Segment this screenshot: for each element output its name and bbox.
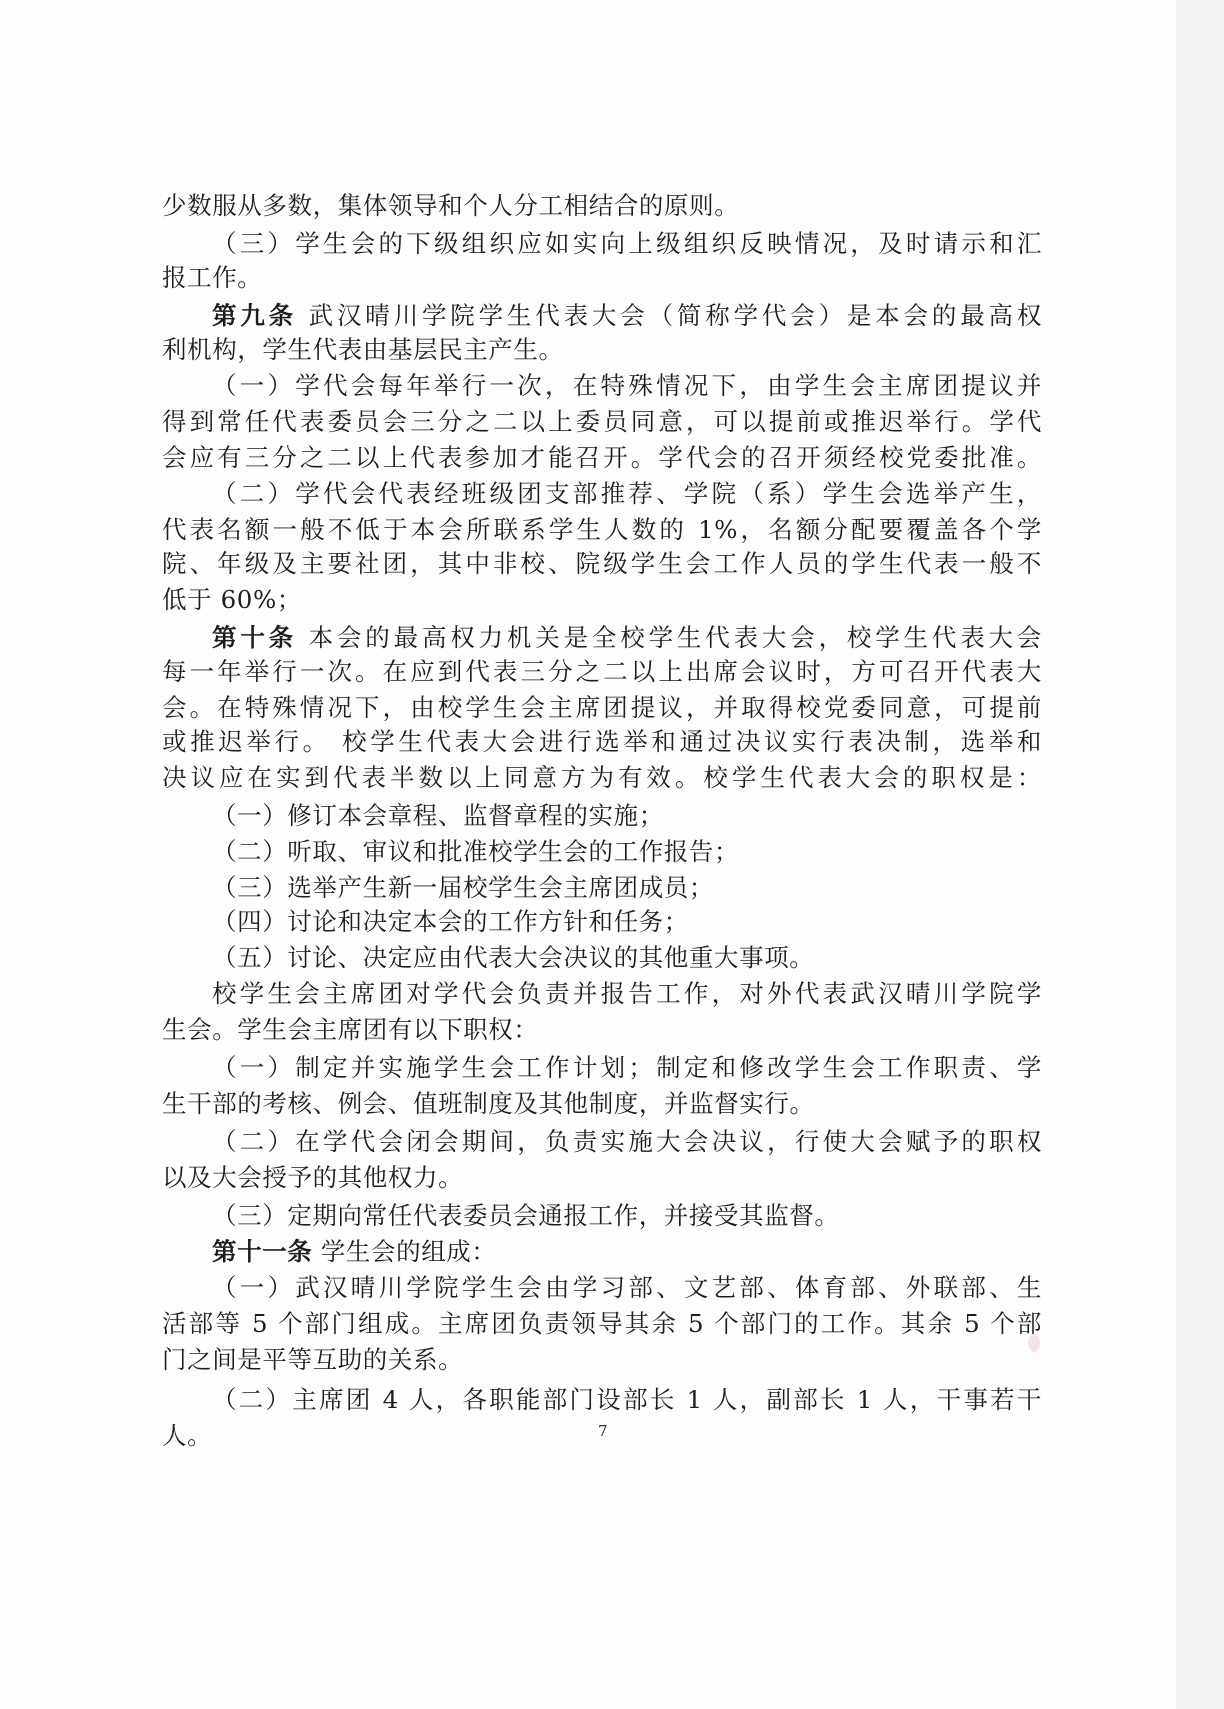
- line-text: 或推迟举行。 校学生代表大会进行选举和通过决议实行表决制，选举和: [162, 727, 1042, 756]
- text-line: [162, 260, 1042, 296]
- page-number: 7: [598, 1422, 608, 1440]
- line-text: 代表名额一般不低于本会所联系学生人数的 1%，名额分配要覆盖各个学: [162, 515, 1042, 544]
- line-text: （二）主席团 4 人，各职能部门设部长 1 人，副部长 1 人，干事若干: [212, 1385, 1042, 1414]
- text-line: [212, 870, 1042, 906]
- text-line: [162, 188, 1042, 224]
- text-line: [212, 940, 1042, 976]
- line-text: （二）在学代会闭会期间，负责实施大会决议，行使大会赋予的职权: [212, 1127, 1042, 1156]
- line-text: 生会。学生会主席团有以下职权：: [162, 1015, 539, 1044]
- line-text: （三）选举产生新一届校学生会主席团成员；: [212, 873, 714, 902]
- text-line: [162, 332, 1042, 368]
- text-line: [212, 1270, 1042, 1306]
- text-line: [162, 1012, 1042, 1048]
- line-text: 武汉晴川学院学生代表大会（简称学代会）是本会的最高权: [297, 301, 1042, 330]
- text-line: [162, 440, 1042, 476]
- text-line: [162, 654, 1042, 690]
- text-line: [212, 226, 1042, 262]
- line-text: 以及大会授予的其他权力。: [162, 1163, 464, 1192]
- line-text: 本会的最高权力机关是全校学生代表大会，校学生代表大会: [297, 623, 1042, 652]
- line-text: （一）制定并实施学生会工作计划；制定和修改学生会工作职责、学: [212, 1053, 1042, 1082]
- text-line: [212, 1198, 1042, 1234]
- text-line: [162, 1086, 1042, 1122]
- text-line: [212, 976, 1042, 1012]
- line-text: 校学生会主席团对学代会负责并报告工作，对外代表武汉晴川学院学: [212, 979, 1042, 1008]
- line-text: （一）修订本会章程、监督章程的实施；: [212, 801, 664, 830]
- line-text: （四）讨论和决定本会的工作方针和任务；: [212, 907, 689, 936]
- text-line: [162, 546, 1042, 582]
- line-text: 活部等 5 个部门组成。主席团负责领导其余 5 个部门的工作。其余 5 个部: [162, 1309, 1042, 1338]
- text-line: [212, 1050, 1042, 1086]
- line-text: 学生会的组成：: [312, 1237, 497, 1266]
- text-line: [162, 582, 1042, 618]
- text-line: [212, 476, 1042, 512]
- line-text: （一）武汉晴川学院学生会由学习部、文艺部、体育部、外联部、生: [212, 1273, 1042, 1302]
- line-text: 决议应在实到代表半数以上同意方为有效。校学生代表大会的职权是：: [162, 763, 1042, 792]
- text-line: [162, 760, 1042, 796]
- ink-smudge: [1028, 1334, 1040, 1352]
- line-text: （二）听取、审议和批准校学生会的工作报告；: [212, 837, 740, 866]
- line-text: 得到常任代表委员会三分之二以上委员同意，可以提前或推迟举行。学代: [162, 407, 1042, 436]
- line-text: 报工作。: [162, 263, 263, 292]
- text-line: [162, 1160, 1042, 1196]
- text-line: [212, 620, 1042, 656]
- line-text: （五）讨论、决定应由代表大会决议的其他重大事项。: [212, 943, 815, 972]
- text-line: [162, 404, 1042, 440]
- text-line: [212, 368, 1042, 404]
- text-line: [162, 1342, 1042, 1378]
- text-line: [162, 512, 1042, 548]
- line-text: 会应有三分之二以上代表参加才能召开。学代会的召开须经校党委批准。: [162, 443, 1042, 472]
- text-line: [162, 1306, 1042, 1342]
- article-heading: 第九条: [212, 301, 297, 330]
- text-line: [162, 724, 1042, 760]
- line-text: 门之间是平等互助的关系。: [162, 1345, 464, 1374]
- line-text: （三）定期向常任代表委员会通报工作，并接受其监督。: [212, 1201, 840, 1230]
- article-heading: 第十一条: [212, 1237, 313, 1266]
- text-line: [212, 904, 1042, 940]
- line-text: （一）学代会每年举行一次，在特殊情况下，由学生会主席团提议并: [212, 371, 1042, 400]
- line-text: 人。: [162, 1421, 213, 1450]
- line-text: 低于 60%；: [162, 585, 302, 614]
- line-text: （三）学生会的下级组织应如实向上级组织反映情况，及时请示和汇: [212, 229, 1042, 258]
- line-text: 少数服从多数，集体领导和个人分工相结合的原则。: [162, 191, 740, 220]
- text-line: [162, 690, 1042, 726]
- text-line: [212, 298, 1042, 334]
- line-text: 会。在特殊情况下，由校学生会主席团提议，并取得校党委同意，可提前: [162, 693, 1042, 722]
- text-line: [212, 1234, 1042, 1270]
- article-heading: 第十条: [212, 623, 297, 652]
- line-text: 利机构，学生代表由基层民主产生。: [162, 335, 564, 364]
- text-line: [212, 798, 1042, 834]
- text-line: [212, 1382, 1042, 1418]
- line-text: 院、年级及主要社团，其中非校、院级学生会工作人员的学生代表一般不: [162, 549, 1042, 578]
- line-text: （二）学代会代表经班级团支部推荐、学院（系）学生会选举产生，: [212, 479, 1042, 508]
- text-line: [212, 834, 1042, 870]
- line-text: 生干部的考核、例会、值班制度及其他制度，并监督实行。: [162, 1089, 815, 1118]
- text-line: [212, 1124, 1042, 1160]
- line-text: 每一年举行一次。在应到代表三分之二以上出席会议时，方可召开代表大: [162, 657, 1042, 686]
